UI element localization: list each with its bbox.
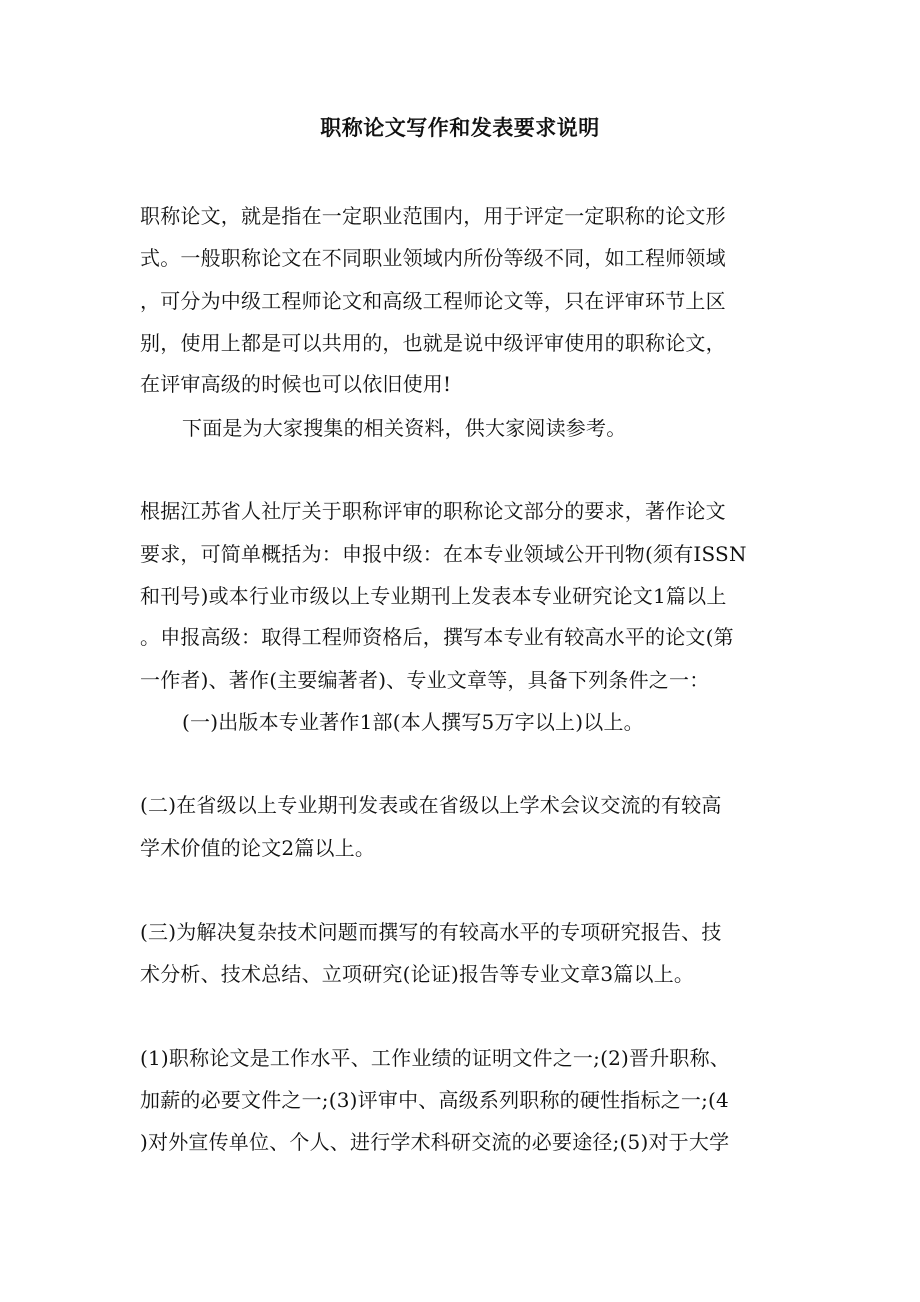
paragraph-line: 和刊号)或本行业市级以上专业期刊上发表本专业研究论文1篇以上 xyxy=(140,584,727,608)
paragraph-line: ，可分为中级工程师论文和高级工程师论文等，只在评审环节上区 xyxy=(140,289,726,313)
paragraph-line: 。申报高级：取得工程师资格后，撰写本专业有较高水平的论文(第 xyxy=(140,625,734,649)
paragraph-line: 术分析、技术总结、立项研究(论证)报告等专业文章3篇以上。 xyxy=(140,962,695,986)
paragraph-line: 职称论文，就是指在一定职业范围内，用于评定一定职称的论文形 xyxy=(140,204,726,228)
paragraph-line: 式。一般职称论文在不同职业领域内所份等级不同，如工程师领域 xyxy=(140,246,726,270)
paragraph-line: )对外宣传单位、个人、进行学术科研交流的必要途径;(5)对于大学 xyxy=(140,1130,730,1154)
paragraph-line: (三)为解决复杂技术问题而撰写的有较高水平的专项研究报告、技 xyxy=(140,920,722,944)
paragraph-line: 别，使用上都是可以共用的，也就是说中级评审使用的职称论文， xyxy=(140,331,726,355)
paragraph-line: 学术价值的论文2篇以上。 xyxy=(140,836,376,860)
paragraph-line: 下面是为大家搜集的相关资料，供大家阅读参考。 xyxy=(182,416,627,440)
paragraph-line: 加薪的必要文件之一;(3)评审中、高级系列职称的硬性指标之一;(4 xyxy=(140,1088,729,1112)
paragraph-line: (二)在省级以上专业期刊发表或在省级以上学术会议交流的有较高 xyxy=(140,793,722,817)
paragraph-line: 要求，可简单概括为：申报中级：在本专业领域公开刊物(须有ISSN xyxy=(140,542,747,566)
paragraph-line: (一)出版本专业著作1部(本人撰写5万字以上)以上。 xyxy=(182,710,644,734)
document-title: 职称论文写作和发表要求说明 xyxy=(320,115,600,140)
paragraph-line: 在评审高级的时候也可以依旧使用! xyxy=(140,372,452,396)
paragraph-line: 根据江苏省人社厅关于职称评审的职称论文部分的要求，著作论文 xyxy=(140,499,726,523)
paragraph-line: (1)职称论文是工作水平、工作业绩的证明文件之一;(2)晋升职称、 xyxy=(140,1046,730,1070)
paragraph-line: 一作者)、著作(主要编著者)、专业文章等，具备下列条件之一： xyxy=(140,668,710,692)
